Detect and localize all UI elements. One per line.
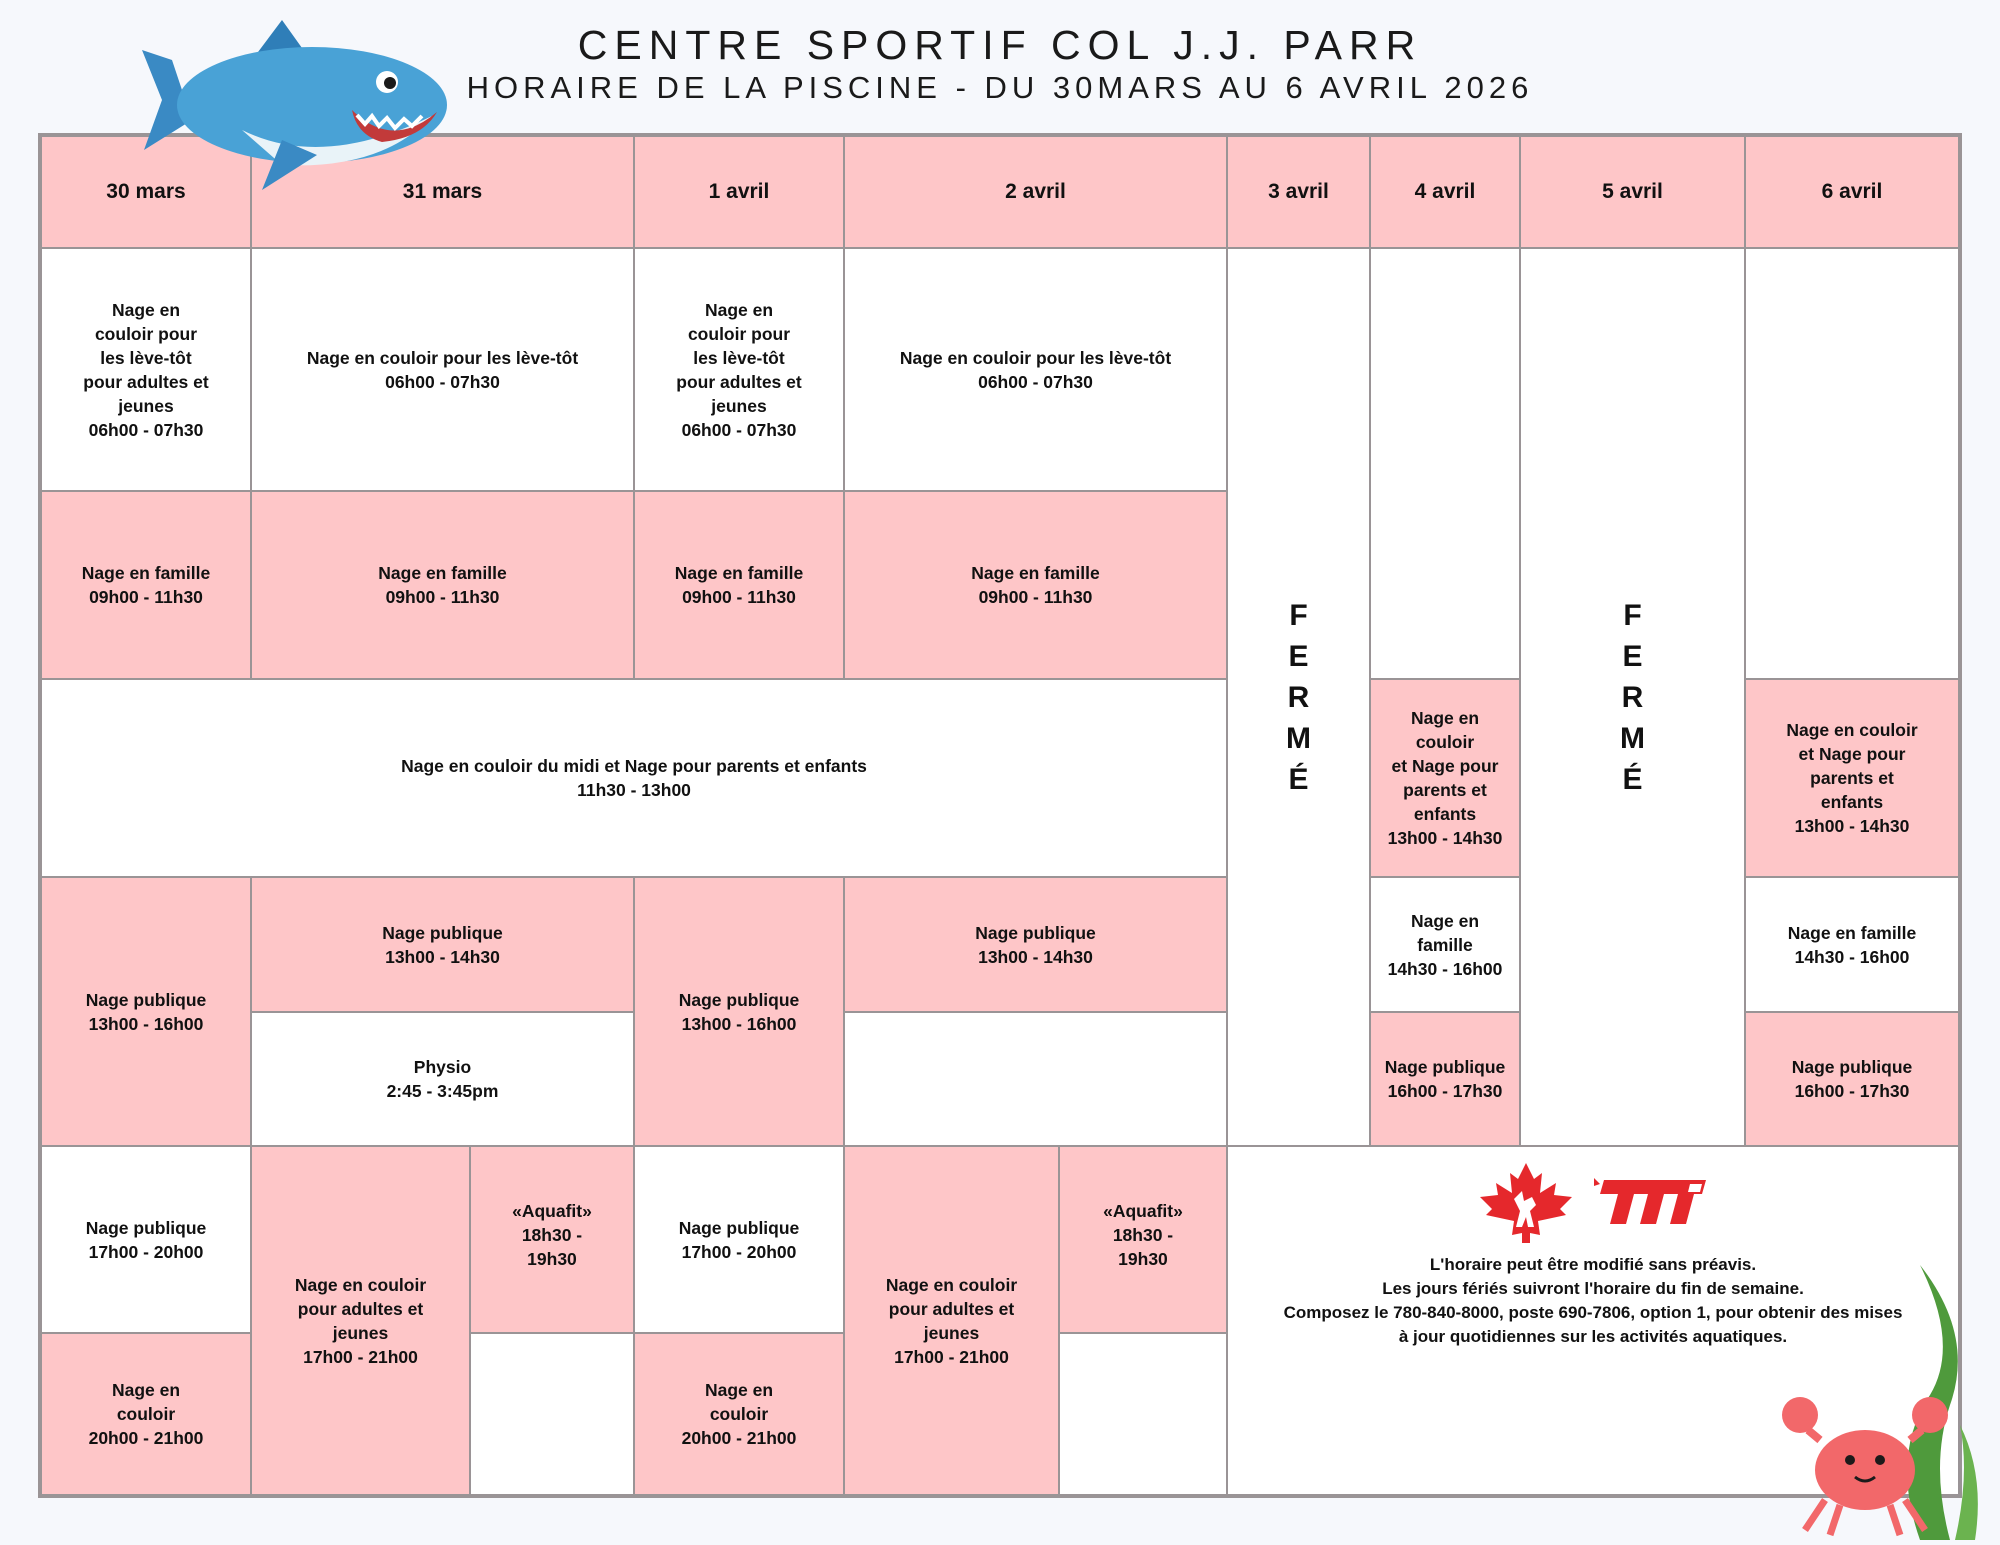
- session-cell: «Aquafit» 18h30 - 19h30: [1059, 1146, 1227, 1333]
- session-cell: Nage publique 13h00 - 16h00: [634, 877, 844, 1146]
- page-title: CENTRE SPORTIF COL J.J. PARR: [577, 22, 1423, 68]
- page-subtitle: HORAIRE DE LA PISCINE - DU 30MARS AU 6 AVRIL 2026: [466, 70, 1534, 105]
- session-cell: Nage publique 13h00 - 16h00: [41, 877, 251, 1146]
- psp-logo-icon: [1590, 1172, 1710, 1232]
- session-cell: Nage en famille 09h00 - 11h30: [41, 491, 251, 679]
- closed-cell: F E R M É: [1520, 248, 1745, 1146]
- session-cell: Nage en couloir pour les lève-tôt 06h00 - 07h30: [251, 248, 634, 491]
- day-header: 30 mars: [41, 136, 251, 248]
- day-header: 5 avril: [1520, 136, 1745, 248]
- maple-leaf-moose-icon: [1476, 1161, 1576, 1243]
- session-cell: «Aquafit» 18h30 - 19h30: [470, 1146, 634, 1333]
- empty-cell: [1745, 248, 1959, 679]
- session-cell: Nage publique 17h00 - 20h00: [634, 1146, 844, 1333]
- session-cell: Nage publique 13h00 - 14h30: [844, 877, 1227, 1012]
- session-cell: Nage en famille 09h00 - 11h30: [844, 491, 1227, 679]
- day-header: 1 avril: [634, 136, 844, 248]
- session-cell: Physio 2:45 - 3:45pm: [251, 1012, 634, 1146]
- day-header: 2 avril: [844, 136, 1227, 248]
- session-cell: Nage en couloir pour adultes et jeunes 17h00 - 21h00: [844, 1146, 1059, 1495]
- empty-cell: [1370, 248, 1520, 679]
- session-cell: Nage en couloir pour les lève-tôt pour adultes et jeunes 06h00 - 07h30: [41, 248, 251, 491]
- session-cell: Nage publique 13h00 - 14h30: [251, 877, 634, 1012]
- session-cell: Nage en couloir 20h00 - 21h00: [634, 1333, 844, 1495]
- session-cell: Nage en famille 09h00 - 11h30: [251, 491, 634, 679]
- session-cell: Nage en couloir et Nage pour parents et enfants 13h00 - 14h30: [1370, 679, 1520, 877]
- empty-cell: [844, 1012, 1227, 1146]
- session-cell: Nage en couloir du midi et Nage pour parents et enfants 11h30 - 13h00: [41, 679, 1227, 877]
- crab-seaweed-icon: [1770, 1255, 1995, 1545]
- day-header: 6 avril: [1745, 136, 1959, 248]
- closed-cell: F E R M É: [1227, 248, 1370, 1146]
- notes-text: L'horaire peut être modifié sans préavis. Les jours fériés suivront l'horaire du fin de semaine. Composez le 780-840-8000, poste 690-7806, option 1, pour obtenir des mises à jour quotidiennes sur les activités aquatiques.: [1283, 1255, 1903, 1346]
- session-cell: Nage en famille 14h30 - 16h00: [1745, 877, 1959, 1012]
- session-cell: Nage publique 17h00 - 20h00: [41, 1146, 251, 1333]
- session-cell: Nage en famille 14h30 - 16h00: [1370, 877, 1520, 1012]
- session-cell: Nage publique 16h00 - 17h30: [1370, 1012, 1520, 1146]
- session-cell: Nage en couloir pour les lève-tôt pour adultes et jeunes 06h00 - 07h30: [634, 248, 844, 491]
- session-cell: Nage en couloir pour adultes et jeunes 17h00 - 21h00: [251, 1146, 470, 1495]
- shark-icon: [132, 20, 452, 210]
- session-cell: Nage en couloir et Nage pour parents et enfants 13h00 - 14h30: [1745, 679, 1959, 877]
- session-cell: Nage en famille 09h00 - 11h30: [634, 491, 844, 679]
- empty-cell: [1059, 1333, 1227, 1495]
- day-header: 4 avril: [1370, 136, 1520, 248]
- session-cell: Nage en couloir pour les lève-tôt 06h00 - 07h30: [844, 248, 1227, 491]
- empty-cell: [470, 1333, 634, 1495]
- session-cell: Nage en couloir 20h00 - 21h00: [41, 1333, 251, 1495]
- day-header: 31 mars: [251, 136, 634, 248]
- schedule-grid: [38, 133, 1962, 1498]
- session-cell: Nage publique 16h00 - 17h30: [1745, 1012, 1959, 1146]
- day-header: 3 avril: [1227, 136, 1370, 248]
- logos: [1476, 1161, 1710, 1243]
